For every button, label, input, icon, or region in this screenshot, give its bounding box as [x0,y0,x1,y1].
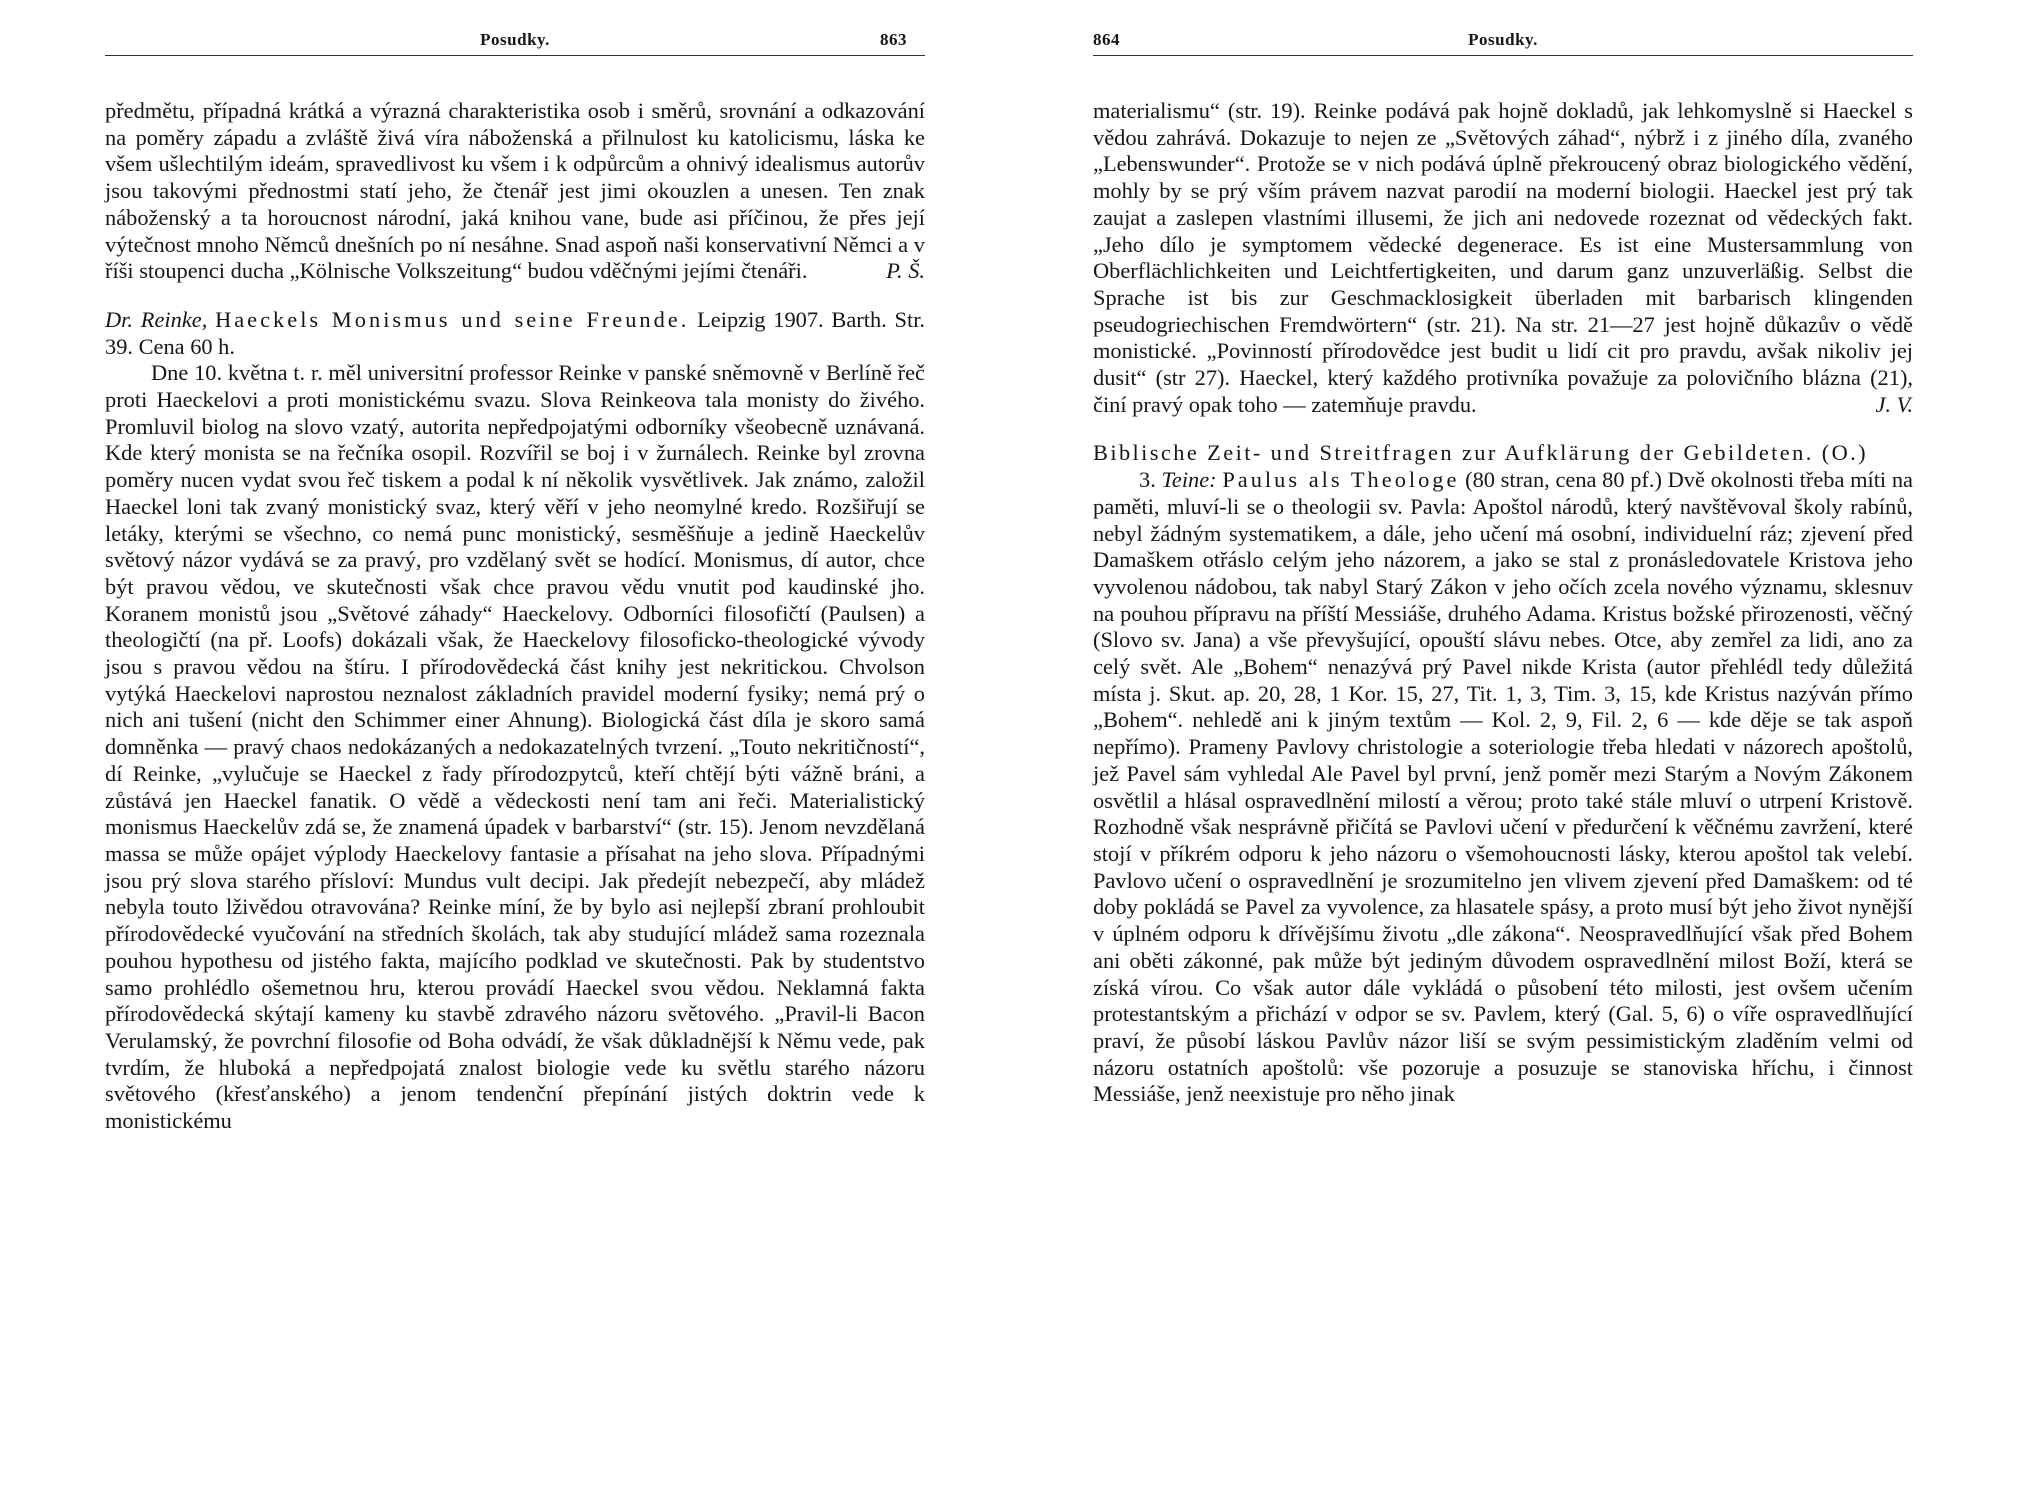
running-title: Posudky. [480,30,550,49]
author-name: Reinke, [140,306,208,332]
review-body: Dne 10. května t. r. měl universitní professor Reinke v panské sněmovně v Berlíně řeč proti Haeckelovi a proti monistickému svazu. Slova Reinkeova tala monisty do živého. Promluvil biolog na slovo vzatý, autorita nepředpojatými odborníky všeobecně uznávaná. Kde který monista se na řečníka osopil. Rozvířil se boj i v žurnálech. Reinke byl zrovna poměry nucen vydat svou řeč tiskem a podal k ní několik vysvětlivek. Jak známo, založil Haeckel loni tak zvaný monistický svaz, který věří v jeho neomylné kredo. Rozšiřují se letáky, kterými se všechno, co nemá punc monistický, sesměšňuje a jedině Haeckelův světový názor vydává se za pravý, pro vzdělaný svět se hodící. Monismus, dí autor, chce být pravou vědou, ve skutečnosti však chce pravou vědu vnutit pod kaudinské jho. Koranem monistů jsou „Světové záhady“ Haeckelovy. Odborníci filosofičtí (Paulsen) a theologičtí (na př. Loofs) dokázali však, že Haeckelovy filosoficko-theologické vývody jsou s pravou vědou na štíru. I přírodovědecká část knihy jest nekritickou. Chvolson vytýká Haeckelovi naprostou neznalost základních pravidel moderní fysiky; nemá prý o nich ani tušení (nicht den Schimmer einer Ahnung). Biologická část díla je skoro samá domněnka — pravý chaos nedokázaných a nedokazatelných tvrzení. „Touto nekritičností“, dí Reinke, „vylučuje se Haeckel z řady přírodozpytců, kteří chtějí býti vážně bráni, a zůstává jen Haeckel fanatik. O vědě a vědeckosti není tam ani řeči. Materialistický monismus Haeckelův zdá se, že znamená úpadek v barbarství“ (str. 15). Jenom nevzdělaná massa se může opájet výplody Haeckelovy fantasie a přísahat na jeho slova. Případnými jsou prý slova starého přísloví: Mundus vult decipi. Jak předejít nebezpečí, aby mládež nebyla touto lživědou otravována? Reinke míní, že by bylo asi nejlepší zbraní prohloubit přírodovědecké vyučování na středních školách, tak aby studující mládež sama rozeznala pouhou hypothesu od jistého fakta, majícího podklad ve skutečnosti. Pak by studentstvo samo prohlédlo ošemetnou hru, kterou provádí Haeckel svou vědou. Neklamná fakta přírodovědecká skýtají kameny ku stavbě zdravého názoru světového. „Pravil-li Bacon Verulamský, že povrchní filosofie od Boha odvádí, že však důkladnější k Němu vede, pak tvrdím, že hluboká a nepředpojatá znalost biologie vede ku světlu starého názoru světového (křesťanského) a jenom tendenční přepínání jistých doktrin vede k monistickému [105,360,925,1134]
left-page-body [105,98,925,1135]
page-number: 864 [1093,30,1120,49]
reviewer-signature: J. V. [1875,391,1913,417]
review-book-title: Paulus als Theologe [1222,467,1460,493]
review-body-paragraph [1093,467,1913,1108]
header-rule [105,55,925,56]
review-heading [105,307,925,360]
right-page-body [1093,98,1913,1108]
review-number: 3. [1139,467,1156,493]
left-page-header [105,0,925,49]
running-title: Posudky. [1468,30,1538,49]
book-title: Haeckels Monismus und seine Freunde. [215,306,690,332]
publication-info: Leipzig 1907. Barth. Str. 39. Cena 60 h. [105,306,926,359]
right-page [1093,0,1913,1107]
author-title: Dr. [105,306,133,332]
review-end-paragraph [105,98,925,285]
spacer [105,285,925,307]
series-title: Biblische Zeit- und Streitfragen zur Aufklärung der Gebildeten. (O.) [1093,440,1869,466]
right-page-header [1093,0,1913,49]
page-number: 863 [880,30,907,49]
reviewer-signature: P. Š. [886,258,925,284]
review-end-text: materialismu“ (str. 19). Reinke podává pak hojně dokladů, jak lehkomyslně si Haeckel s vědou zahrává. Dokazuje to nejen ze „Světových záhad“, nýbrž i z jiného díla, zvaného „Lebenswunder“. Protože se v nich podává úplně překroucený obraz biologického vědění, mohly by se prý vším právem nazvat parodií na moderní biologii. Haeckel jest prý tak zaujat a zaslepen vlastními illusemi, že jich ani nedovede rozeznat od vědeckých fakt. „Jeho dílo je symptomem vědecké degenerace. Es ist eine Mustersammlung von Oberflächlichkeiten und Leichtfertigkeiten, und darum ganz unzuverläßig. Selbst die Sprache ist bis zur Geschmacklosigkeit überladen mit barbarisch klingenden pseudogriechischen Fremdwörtern“ (str. 21). Na str. 21—27 jest hojně důkazův o vědě monistické. „Povinností přírodovědce jest budit u lidí cit pro pravdu, avšak nikoliv jej dusit“ (str 27). Haeckel, který každého protivníka považuje za polovičního blázna (21), činí pravý opak toho — zatemňuje pravdu. [1093,98,1913,417]
review-end-paragraph [1093,98,1913,418]
review-end-text: předmětu, případná krátká a výrazná charakteristika osob i směrů, srovnání a odkazování na poměry západu a zvláště živá víra náboženská a přilnulost ku katolicismu, láska ke všem ušlechtilým ideám, spravedlivost ku všem i k odpůrcům a ohnivý idealismus autorův jsou takovými přednostmi statí jeho, že čtenář jest jimi okouzlen a unesen. Ten znak náboženský a ta horoucnost národní, jaká knihou vane, bude asi příčinou, že přes její výtečnost mnoho Němců dnešních po ní nesáhne. Snad aspoň naši konservativní Němci a v říši stoupenci ducha „Kölnische Volkszeitung“ budou vděčnými jejími čtenáři. [105,98,925,284]
header-rule [1093,55,1913,56]
review-author: Teine: [1161,467,1217,493]
left-page [105,0,926,1134]
spacer [1093,418,1913,440]
review-body: (80 stran, cena 80 pf.) Dvě okolnosti třeba míti na paměti, mluví-li se o theologii sv. Pavla: Apoštol národů, který navštěvoval školy rabínů, nebyl žádným systematikem, a dále, jeho učení má osobní, individuelní ráz; zjevení před Damaškem otřáslo celým jeho názorem, a jako se stal z pronásledovatele Kristova jeho vyvolenou nádobou, tak nabyl Starý Zákon v jeho očích zcela nového významu, sklesnuv na pouhou přípravu na příští Messiáše, druhého Adama. Kristus božské přirozenosti, věčný (Slovo sv. Jana) a vše převyšující, opouští slávu nebes. Otce, aby zemřel za lidi, ano za celý svět. Ale „Bohem“ nenazývá prý Pavel nikde Krista (autor přehlédl tedy důležitá místa j. Skut. ap. 20, 28, 1 Kor. 15, 27, Tit. 1, 3, Tim. 3, 15, kde Kristus nazýván přímo „Bohem“. nehledě ani k jiným textům — Kol. 2, 9, Fil. 2, 6 — kde děje se tak aspoň nepřímo). Prameny Pavlovy christologie a soteriologie třeba hledati v názorech apoštolů, jež Pavel sám vyhledal Ale Pavel byl první, jenž poměr mezi Starým a Novým Zákonem osvětlil a hlásal ospravedlnění milostí a věrou; proto také stále mluví o utrpení Kristově. Rozhodně však nesprávně přičítá se Pavlovi učení v předurčení k věčnému zavržení, které stojí v příkrém odporu k jeho názoru o všemohoucnosti lásky, kterou apoštol tak velebí. Pavlovo učení o ospravedlnění je srozumitelno jen vlivem zjevení před Damaškem: od té doby pokládá se Pavel za vyvolence, za hlasatele spásy, a proto musí být jeho život nynější v úplném odporu k dřívějšímu životu „dle zákona“. Neospravedlňující však před Bohem ani oběti zákonné, pak může být jediným důvodem ospravedlnění milost Boží, která se získá vírou. Co však autor dále vykládá o působení této milosti, jest ovšem učením protestantským a přichází v odpor se sv. Pavlem, který (Gal. 5, 6) o víře ospravedlňující praví, že působí láskou Pavlův názor liší se svým pessimistickým zladěním velmi od názoru ostatních apoštolů: vše pozoruje a posuzuje se stanoviska hříchu, i činnost Messiáše, jenž neexistuje pro něho jinak [1093,467,1913,1107]
